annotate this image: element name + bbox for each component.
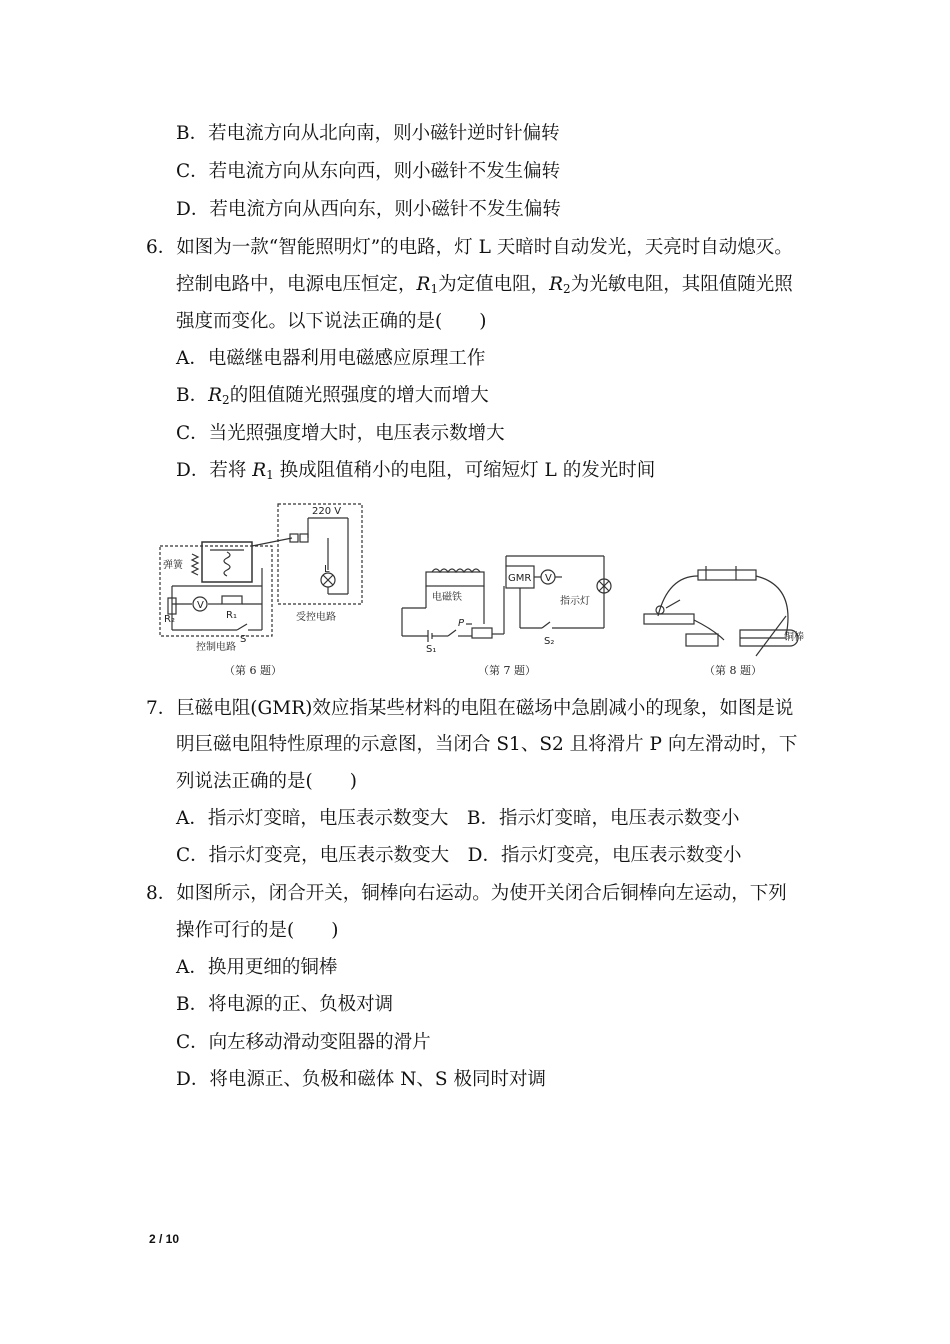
q8-option-a: A．换用更细的铜棒: [176, 957, 338, 978]
fig7-s2-label: S₂: [544, 636, 555, 647]
fig6-voltmeter-label: V: [197, 600, 204, 611]
figure-6-circuit: [152, 498, 368, 682]
q8-stem-line2: 操作可行的是( ): [176, 920, 339, 941]
q6-option-c: C．当光照强度增大时，电压表示数增大: [176, 423, 505, 444]
fig6-lamp-label: L: [324, 564, 330, 575]
q6-option-d: D．若将 $R_1$ 换成阻值稍小的电阻，可缩短灯 L 的发光时间: [176, 460, 656, 482]
fig7-gmr-label: GMR: [508, 573, 532, 584]
q7-stem-line3: 列说法正确的是( ): [176, 771, 357, 792]
q7-stem-line2: 明巨磁电阻特性原理的示意图，当闭合 S1、S2 且将滑片 P 向左滑动时，下: [176, 734, 798, 755]
fig6-r1-label: R₁: [226, 610, 237, 621]
q7-stem-line1: 7．巨磁电阻(GMR)效应指某些材料的电阻在磁场中急剧减小的现象，如图是说: [146, 698, 794, 719]
q8-option-d: D．将电源正、负极和磁体 N、S 极同时对调: [176, 1069, 546, 1090]
fig7-voltmeter-label: V: [545, 573, 552, 584]
fig7-s1-label: S₁: [426, 644, 437, 655]
q8-option-c: C．向左移动滑动变阻器的滑片: [176, 1032, 431, 1053]
q5-option-d: D．若电流方向从西向东，则小磁针不发生偏转: [176, 199, 561, 220]
figure-7-circuit: [392, 540, 618, 682]
q8-option-b: B．将电源的正、负极对调: [176, 994, 394, 1015]
q6-stem-line1: 6．如图为一款“智能照明灯”的电路，灯 L 天暗时自动发光，天亮时自动熄灭。: [146, 237, 793, 258]
fig7-electromagnet-label: 电磁铁: [432, 592, 462, 603]
fig8-rod-label: 铜棒: [784, 632, 804, 643]
fig6-spring-label: 弹簧: [163, 560, 183, 571]
q7-options-cd: C．指示灯变亮，电压表示数变大 D．指示灯变亮，电压表示数变小: [176, 845, 742, 866]
q6-option-b: B．$R_2$的阻值随光照强度的增大而增大: [176, 385, 489, 407]
controlled-circuit-box: [278, 504, 362, 604]
q8-stem-line1: 8．如图所示，闭合开关，铜棒向右运动。为使开关闭合后铜棒向左运动，下列: [146, 883, 787, 904]
fig6-r2-label: R₂: [164, 614, 175, 625]
fig7-indicator-label: 指示灯: [560, 596, 590, 607]
fig6-control-circuit-label: 控制电路: [196, 642, 236, 653]
q7-options-ab: A．指示灯变暗，电压表示数变大 B．指示灯变暗，电压表示数变小: [176, 808, 740, 829]
q6-stem-line3: 强度而变化。以下说法正确的是( ): [176, 311, 487, 332]
page-number: 2 / 10: [149, 1232, 180, 1246]
fig8-caption: （第 8 题）: [704, 664, 762, 677]
figure-8-apparatus: [636, 556, 816, 682]
fig7-caption: （第 7 题）: [478, 664, 536, 677]
fig6-controlled-circuit-label: 受控电路: [296, 612, 336, 623]
fig6-voltage-label: 220 V: [312, 506, 342, 517]
fig6-switch-label: S: [240, 634, 247, 645]
q5-option-b: B．若电流方向从北向南，则小磁针逆时针偏转: [176, 123, 560, 144]
q5-option-c: C．若电流方向从东向西，则小磁针不发生偏转: [176, 161, 561, 182]
fig6-caption: （第 6 题）: [224, 664, 282, 677]
q6-stem-line2: 控制电路中，电源电压恒定，$R_1$为定值电阻，$R_2$为光敏电阻，其阻值随光照: [176, 274, 793, 296]
fig7-slider-p-label: P: [458, 618, 465, 629]
q6-option-a: A．电磁继电器利用电磁感应原理工作: [176, 348, 486, 369]
